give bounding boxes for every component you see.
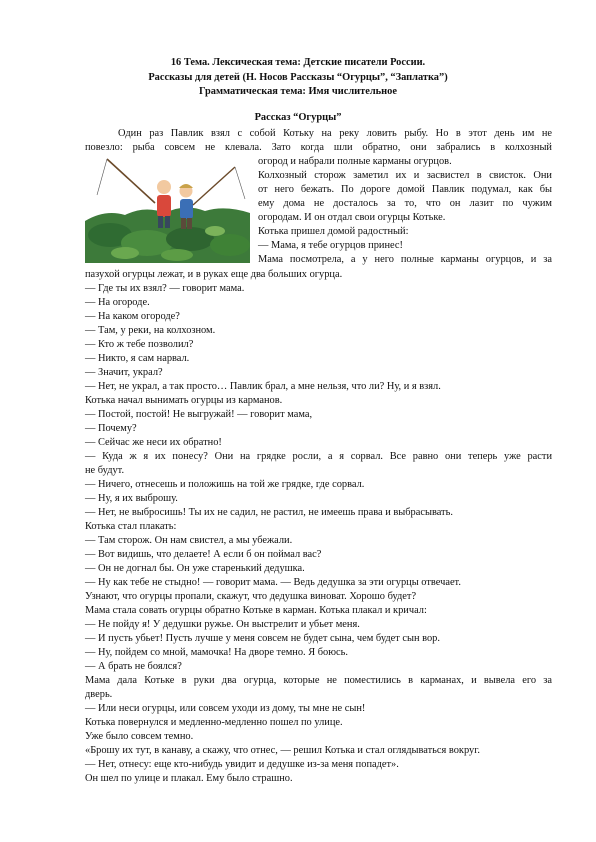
story-line: огородам. И он отдал свои огурцы Котьке.	[258, 212, 446, 223]
story-line: — Почему?	[85, 423, 137, 434]
story-line: — На огороде.	[85, 297, 150, 308]
story-line: Котька повернулся и медленно-медленно пошел по улице.	[85, 717, 343, 728]
story-line: — Кто ж тебе позволил?	[85, 339, 194, 350]
story-line: — Мама, я тебе огурцов принес!	[258, 240, 403, 251]
story-line: — Постой, постой! Не выгружай! — говорит мама,	[85, 409, 313, 420]
intro-line: Один раз Павлик взял с собой Котьку на реку ловить рыбу. Но в этот день им не	[118, 128, 552, 139]
story-line: — Не пойду я! У дедушки ружье. Он выстрелит и убьет меня.	[85, 619, 360, 630]
intro-line: повезло: рыба совсем не клевала. Зато когда шли обратно, они забрались в колхозный	[85, 142, 552, 153]
story-line: пазухой огурцы лежат, и в руках еще два больших огурца.	[85, 269, 343, 280]
story-line: — На каком огороде?	[85, 311, 180, 322]
story-line: ему дома не досталось за то, что он лазит по чужим	[258, 198, 552, 209]
story-line: — Где ты их взял? — говорит мама.	[85, 283, 245, 294]
illustration-boys-cucumbers	[85, 155, 250, 263]
story-line: Уже было совсем темно.	[85, 731, 194, 742]
story-line: не будут.	[85, 465, 125, 476]
story-line: «Брошу их тут, в канаву, а скажу, что отнес, — решил Котька и стал оглядываться вокруг.	[85, 745, 480, 756]
story-line: Колхозный сторож заметил их и засвистел в свисток. Они	[258, 170, 552, 181]
story-line: — Ну, я их выброшу.	[85, 493, 178, 504]
story-line: — Нет, не украл, а так просто… Павлик брал, а мне нельзя, что ли? Ну, и я взял.	[85, 381, 441, 392]
story-line: — Ничего, отнесешь и положишь на той же грядке, где сорвал.	[85, 479, 365, 490]
story-line: — А брать не боялся?	[85, 661, 182, 672]
story-line: — Он не догнал бы. Он уже старенький дедушка.	[85, 563, 305, 574]
story-line: Котька стал плакать:	[85, 521, 177, 532]
story-line: Котька пришел домой радостный:	[258, 226, 409, 237]
story-line: — И пусть убьет! Пусть лучше у меня совсем не будет сына, чем будет сын вор.	[85, 633, 440, 644]
story-line: дверь.	[85, 689, 113, 700]
story-line: — Там, у реки, на колхозном.	[85, 325, 216, 336]
story-line: — Или неси огурцы, или совсем уходи из дому, ты мне не сын!	[85, 703, 366, 714]
story-line: — Значит, украл?	[85, 367, 163, 378]
story-line: — Ну как тебе не стыдно! — говорит мама. — Ведь дедушка за эти огурцы отвечает.	[85, 577, 461, 588]
story-title: Рассказ “Огурцы”	[254, 112, 342, 123]
story-line: — Сейчас же неси их обратно!	[85, 437, 222, 448]
story-line: Мама стала совать огурцы обратно Котьке в карман. Котька плакал и кричал:	[85, 605, 427, 616]
story-line: — Куда ж я их понесу? Они на грядке росли, а я сорвал. Все равно они теперь уже расти	[85, 451, 552, 462]
grammar-heading: Грамматическая тема: Имя числительное	[199, 86, 397, 97]
story-line: — Там сторож. Он нам свистел, а мы убежали.	[85, 535, 293, 546]
story-line: — Ну, пойдем со мной, мамочка! На дворе темно. Я боюсь.	[85, 647, 348, 658]
story-line: — Нет, отнесу: еще кто-нибудь увидит и дедушке из-за меня попадет».	[85, 759, 399, 770]
story-line: огород и набрали полные карманы огурцов.	[258, 156, 452, 167]
story-line: Мама дала Котьке в руки два огурца, которые не поместились в карманах, и вывела его за	[85, 675, 552, 686]
topic-heading: 16 Тема. Лексическая тема: Детские писатели России.	[170, 57, 426, 68]
story-line: — Никто, я сам нарвал.	[85, 353, 190, 364]
story-line: от него бежать. По дороге домой Павлик подумал, как бы	[258, 184, 552, 195]
story-line: Котька начал вынимать огурцы из карманов.	[85, 395, 283, 406]
story-line: — Нет, не выбросишь! Ты их не садил, не растил, не имеешь права и выбрасывать.	[85, 507, 453, 518]
story-line: Узнают, что огурцы пропали, скажут, что дедушка виноват. Хорошо будет?	[85, 591, 417, 602]
story-line: — Вот видишь, что делаете! А если б он поймал вас?	[85, 549, 322, 560]
stories-heading: Рассказы для детей (Н. Носов Рассказы “Огурцы”, “Заплатка”)	[148, 72, 448, 83]
story-line: Он шел по улице и плакал. Ему было страшно.	[85, 773, 293, 784]
story-line: Мама посмотрела, а у него полные карманы огурцов, и за	[258, 254, 552, 265]
